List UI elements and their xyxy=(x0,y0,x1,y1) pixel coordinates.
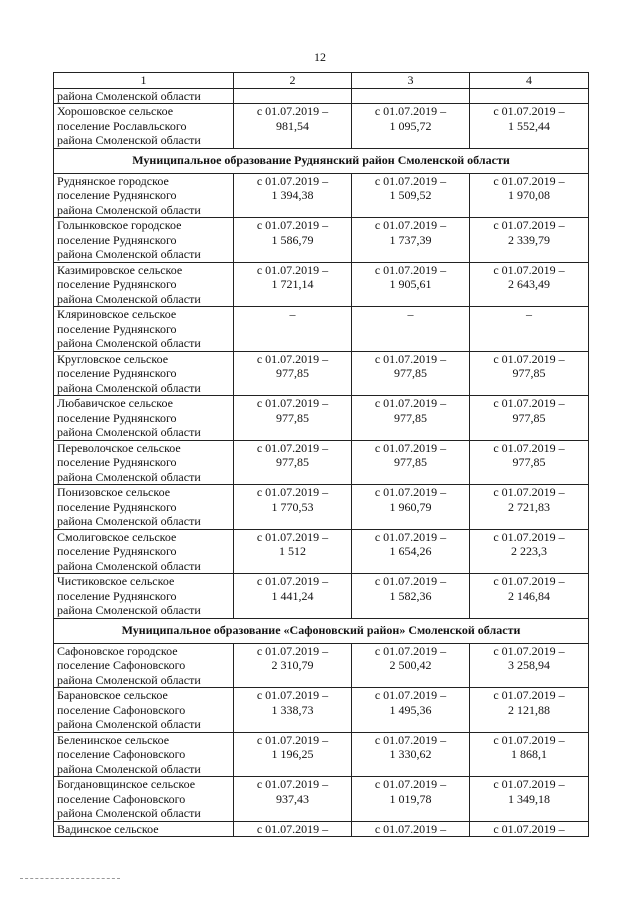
value-col2-cell: с 01.07.2019 – 977,85 xyxy=(234,396,352,441)
column-header-2: 2 xyxy=(234,73,352,89)
settlement-name-cell: Барановское сельское поселение Сафоновского района Смоленской области xyxy=(54,688,234,733)
settlement-name-cell: Кляриновское сельское поселение Руднянского района Смоленской области xyxy=(54,307,234,352)
value-col2-cell xyxy=(234,88,352,104)
value-col3-cell: с 01.07.2019 – 1 509,52 xyxy=(352,173,470,218)
column-header-4: 4 xyxy=(470,73,589,89)
table-row xyxy=(54,396,589,441)
settlement-name-cell: Голынковское городское поселение Руднянского района Смоленской области xyxy=(54,218,234,263)
table-header-row xyxy=(54,73,589,89)
value-col4-cell xyxy=(470,88,589,104)
table-row xyxy=(54,351,589,396)
value-col3-cell: – xyxy=(352,307,470,352)
table-row xyxy=(54,173,589,218)
value-col4-cell: с 01.07.2019 – xyxy=(470,821,589,837)
value-col2-cell: с 01.07.2019 – 937,43 xyxy=(234,777,352,822)
settlement-name-cell: Сафоновское городское поселение Сафоновского района Смоленской области xyxy=(54,643,234,688)
table-row xyxy=(54,821,589,837)
value-col4-cell: с 01.07.2019 – 2 223,3 xyxy=(470,529,589,574)
value-col4-cell: с 01.07.2019 – 1 868,1 xyxy=(470,732,589,777)
value-col3-cell: с 01.07.2019 – 1 905,61 xyxy=(352,262,470,307)
table-row xyxy=(54,688,589,733)
column-header-1: 1 xyxy=(54,73,234,89)
value-col2-cell: с 01.07.2019 – 1 441,24 xyxy=(234,574,352,619)
footer-divider xyxy=(20,878,120,880)
value-col4-cell: с 01.07.2019 – 1 349,18 xyxy=(470,777,589,822)
settlement-name-cell: Богдановщинское сельское поселение Сафоновского района Смоленской области xyxy=(54,777,234,822)
settlement-name-cell: Казимировское сельское поселение Руднянского района Смоленской области xyxy=(54,262,234,307)
value-col4-cell: с 01.07.2019 – 977,85 xyxy=(470,351,589,396)
section-header-row xyxy=(54,618,589,643)
value-col3-cell: с 01.07.2019 – 2 500,42 xyxy=(352,643,470,688)
value-col2-cell: с 01.07.2019 – 1 512 xyxy=(234,529,352,574)
value-col2-cell: с 01.07.2019 – xyxy=(234,821,352,837)
settlement-name-cell: Смолиговское сельское поселение Руднянского района Смоленской области xyxy=(54,529,234,574)
value-col4-cell: с 01.07.2019 – 2 339,79 xyxy=(470,218,589,263)
value-col4-cell: с 01.07.2019 – 3 258,94 xyxy=(470,643,589,688)
section-header-row xyxy=(54,148,589,173)
settlement-name-cell: Кругловское сельское поселение Руднянского района Смоленской области xyxy=(54,351,234,396)
table-row xyxy=(54,262,589,307)
page-number: 12 xyxy=(314,50,326,64)
settlement-name-cell: Руднянское городское поселение Руднянского района Смоленской области xyxy=(54,173,234,218)
table-row xyxy=(54,104,589,149)
table-row xyxy=(54,307,589,352)
table-row xyxy=(54,529,589,574)
settlement-name-cell: района Смоленской области xyxy=(54,88,234,104)
table-row xyxy=(54,574,589,619)
value-col2-cell: с 01.07.2019 – 1 721,14 xyxy=(234,262,352,307)
value-col3-cell: с 01.07.2019 – 1 330,62 xyxy=(352,732,470,777)
value-col3-cell: с 01.07.2019 – 1 654,26 xyxy=(352,529,470,574)
value-col4-cell: с 01.07.2019 – 2 643,49 xyxy=(470,262,589,307)
column-header-3: 3 xyxy=(352,73,470,89)
value-col3-cell xyxy=(352,88,470,104)
value-col4-cell: с 01.07.2019 – 1 970,08 xyxy=(470,173,589,218)
value-col2-cell: с 01.07.2019 – 1 770,53 xyxy=(234,485,352,530)
value-col2-cell: – xyxy=(234,307,352,352)
table-row xyxy=(54,440,589,485)
value-col2-cell: с 01.07.2019 – 1 338,73 xyxy=(234,688,352,733)
value-col4-cell: с 01.07.2019 – 1 552,44 xyxy=(470,104,589,149)
value-col3-cell: с 01.07.2019 – 977,85 xyxy=(352,351,470,396)
settlement-name-cell: Беленинское сельское поселение Сафоновского района Смоленской области xyxy=(54,732,234,777)
table-row xyxy=(54,485,589,530)
value-col2-cell: с 01.07.2019 – 1 586,79 xyxy=(234,218,352,263)
table-row xyxy=(54,643,589,688)
value-col3-cell: с 01.07.2019 – 1 095,72 xyxy=(352,104,470,149)
value-col2-cell: с 01.07.2019 – 977,85 xyxy=(234,351,352,396)
value-col4-cell: с 01.07.2019 – 2 146,84 xyxy=(470,574,589,619)
value-col2-cell: с 01.07.2019 – 2 310,79 xyxy=(234,643,352,688)
value-col2-cell: с 01.07.2019 – 1 394,38 xyxy=(234,173,352,218)
value-col3-cell: с 01.07.2019 – 1 582,36 xyxy=(352,574,470,619)
section-title: Муниципальное образование Руднянский район Смоленской области xyxy=(54,148,589,173)
value-col3-cell: с 01.07.2019 – 977,85 xyxy=(352,396,470,441)
settlement-name-cell: Понизовское сельское поселение Руднянского района Смоленской области xyxy=(54,485,234,530)
value-col4-cell: с 01.07.2019 – 977,85 xyxy=(470,440,589,485)
table-row xyxy=(54,88,589,104)
value-col4-cell: с 01.07.2019 – 977,85 xyxy=(470,396,589,441)
table-row xyxy=(54,732,589,777)
value-col3-cell: с 01.07.2019 – 1 960,79 xyxy=(352,485,470,530)
value-col2-cell: с 01.07.2019 – 977,85 xyxy=(234,440,352,485)
value-col2-cell: с 01.07.2019 – 981,54 xyxy=(234,104,352,149)
tariff-table xyxy=(53,72,589,837)
settlement-name-cell: Переволочское сельское поселение Руднянского района Смоленской области xyxy=(54,440,234,485)
value-col3-cell: с 01.07.2019 – 977,85 xyxy=(352,440,470,485)
section-title: Муниципальное образование «Сафоновский район» Смоленской области xyxy=(54,618,589,643)
table-row xyxy=(54,777,589,822)
settlement-name-cell: Любавичское сельское поселение Руднянского района Смоленской области xyxy=(54,396,234,441)
value-col2-cell: с 01.07.2019 – 1 196,25 xyxy=(234,732,352,777)
value-col3-cell: с 01.07.2019 – 1 737,39 xyxy=(352,218,470,263)
value-col4-cell: с 01.07.2019 – 2 721,83 xyxy=(470,485,589,530)
table-body xyxy=(54,73,589,837)
value-col4-cell: с 01.07.2019 – 2 121,88 xyxy=(470,688,589,733)
settlement-name-cell: Хорошовское сельское поселение Рославльского района Смоленской области xyxy=(54,104,234,149)
value-col3-cell: с 01.07.2019 – 1 495,36 xyxy=(352,688,470,733)
value-col4-cell: – xyxy=(470,307,589,352)
table-row xyxy=(54,218,589,263)
value-col3-cell: с 01.07.2019 – xyxy=(352,821,470,837)
value-col3-cell: с 01.07.2019 – 1 019,78 xyxy=(352,777,470,822)
settlement-name-cell: Чистиковское сельское поселение Руднянского района Смоленской области xyxy=(54,574,234,619)
settlement-name-cell: Вадинское сельское xyxy=(54,821,234,837)
